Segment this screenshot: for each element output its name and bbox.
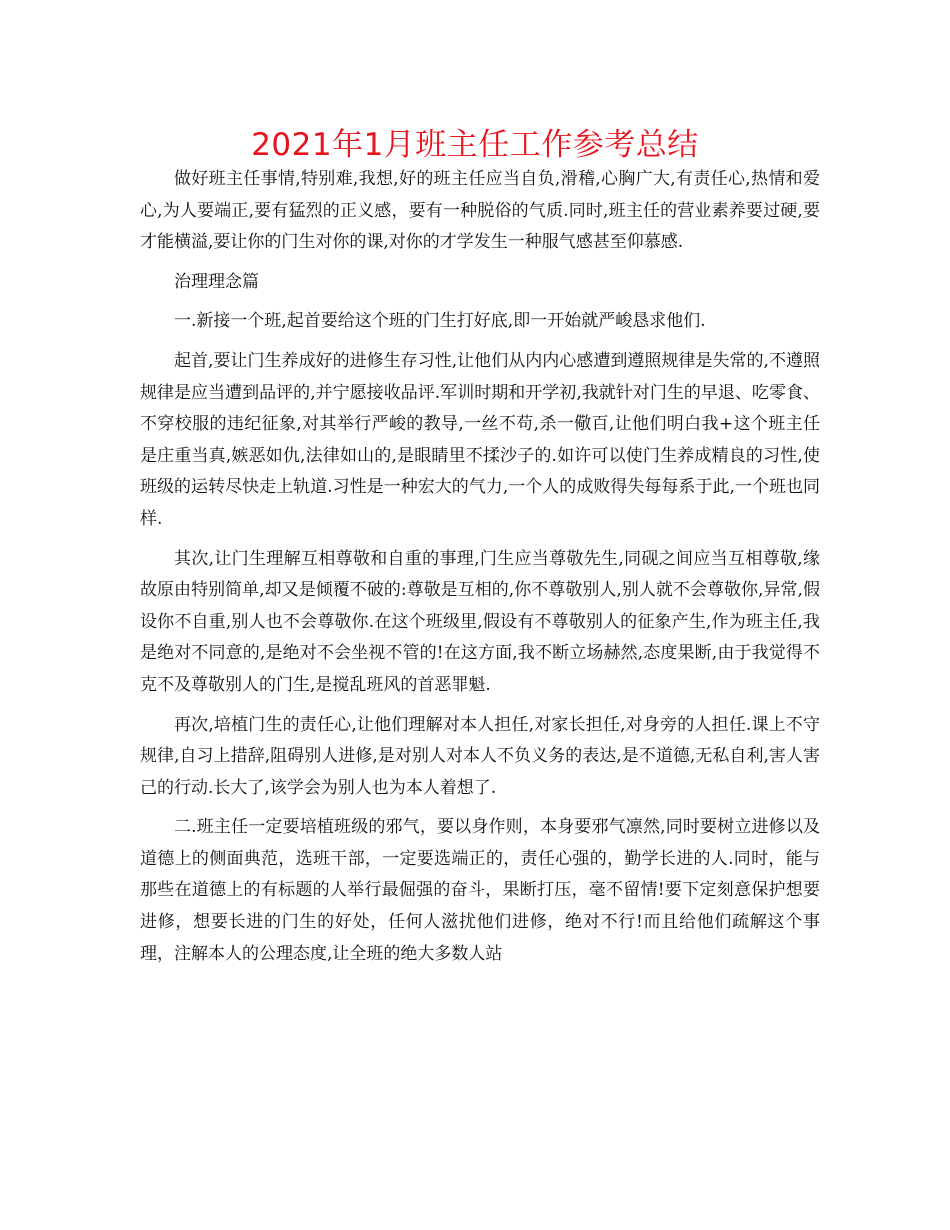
paragraph-first: 起首,要让门生养成好的进修生存习性,让他们从内内心感遭到遵照规律是失常的,不遵照规律是应当遭到品评的,并宁愿接收品评.军训时期和开学初,我就针对门生的早退、吃零食、不穿校服的违纪征象,对其举行严峻的教导,一丝不苟,杀一儆百,让他们明白我+这个班主任是庄重当真,嫉恶如仇,法律如山的,是眼睛里不揉沙子的.如许可以使门生养成精良的习性,使班级的运转尽快走上轨道.习性是一种宏大的气力,一个人的成败得失每每系于此,一个班也同样. [140, 350, 820, 529]
paragraph-second: 其次,让门生理解互相尊敬和自重的事理,门生应当尊敬先生,同砚之间应当互相尊敬,缘故原由特别简单,却又是倾覆不破的:尊敬是互相的,你不尊敬别人,别人就不会尊敬你,异常,假设你不自重,别人也不会尊敬你.在这个班级里,假设有不尊敬别人的征象产生,作为班主任,我是绝对不同意的,是绝对不会坐视不管的!在这方面,我不断立场赫然,态度果断,由于我觉得不克不及尊敬别人的门生,是搅乱班风的首恶罪魁. [140, 548, 820, 695]
paragraph-intro: 做好班主任事情,特别难,我想,好的班主任应当自负,滑稽,心胸广大,有责任心,热情和爱心,为人要端正,要有猛烈的正义感，要有一种脱俗的气质.同时,班主任的营业素养要过硬,要才能横溢,要让你的门生对你的课,对你的才学发生一种服气感甚至仰慕感. [140, 169, 820, 253]
section-heading: 治理理念篇 [174, 271, 259, 292]
page-title: 2021年1月班主任工作参考总结 [251, 127, 699, 163]
document-body [140, 164, 820, 978]
paragraph-point-one: 一.新接一个班,起首要给这个班的门生打好底,即一开始就严峻恳求他们. [174, 311, 706, 332]
paragraph-point-two: 二.班主任一定要培植班级的邪气，要以身作则，本身要邪气凛然,同时要树立进修以及道德上的侧面典范，选班干部，一定要选端正的，责任心强的，勤学长进的人.同时，能与那些在道德上的有标题的人举行最倔强的奋斗，果断打压，毫不留情!要下定刻意保护想要进修，想要长进的门生的好处，任何人滋扰他们进修，绝对不行!而且给他们疏解这个事理，注解本人的公理态度,让全班的绝大多数人站 [140, 817, 820, 964]
paragraph-third: 再次,培植门生的责任心,让他们理解对本人担任,对家长担任,对身旁的人担任.课上不守规律,自习上措辞,阻碍别人进修,是对别人对本人不负义务的表达,是不道德,无私自利,害人害己的行动.长大了,该学会为别人也为本人着想了. [140, 714, 820, 798]
